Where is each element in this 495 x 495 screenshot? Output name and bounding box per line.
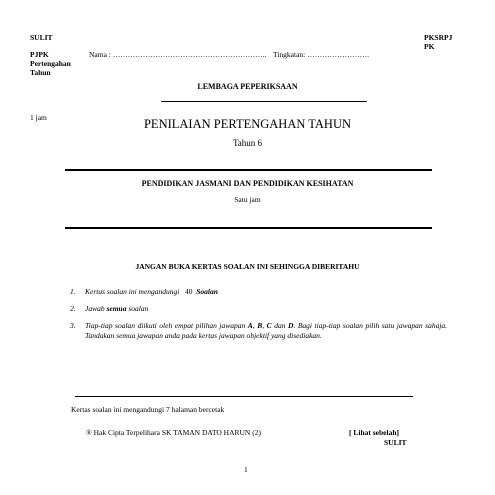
exam-title: PENILAIAN PERTENGAHAN TAHUN: [143, 117, 352, 131]
sulit-footer: SULIT: [384, 438, 407, 447]
divider-top: [65, 169, 432, 171]
footer-divider: [75, 396, 413, 397]
divider-short: [161, 101, 367, 102]
subject-code-line1: PJPK: [30, 50, 49, 59]
warning-text: JANGAN BUKA KERTAS SOALAN INI SEHINGGA DIBERITAHU: [135, 262, 360, 271]
instruction-text: Jawab semua soalan: [85, 304, 149, 313]
duration-left: 1 jam: [30, 113, 47, 122]
institution-name: LEMBAGA PEPERIKSAAN: [197, 82, 298, 91]
page-number: 1: [244, 465, 248, 474]
instruction-text: Tiap-tiap soalan diikuti oleh empat pilihan jawapan A, B, C dan D. Bagi tiap-tiap soalan pilih satu jawapan sahaja. Tandakan semua jawapan anda pada kertas jawapan objektif yang disediakan.: [85, 321, 448, 340]
instruction-number: 3.: [70, 321, 76, 330]
sulit-label: SULIT: [30, 33, 53, 42]
class-field[interactable]: Tingkatan: …………………….: [273, 50, 369, 59]
duration-label: Satu jam: [234, 195, 261, 204]
instruction-item: [70, 304, 450, 314]
instruction-item: [70, 321, 450, 351]
paper-code-line2: PK: [424, 42, 435, 51]
instruction-number: 2.: [70, 304, 76, 313]
instruction-number: 1.: [70, 287, 76, 296]
year-label: Tahun 6: [232, 138, 263, 148]
paper-code-line1: PKSRPJ: [424, 33, 453, 42]
instruction-text: Kertas soalan ini mengandungi 40 Soalan: [85, 287, 218, 296]
page-count-note: Kertas soalan ini mengandungi 7 halaman bercetak: [71, 405, 225, 414]
copyright-text: ® Hak Cipta Terpelihara SK TAMAN DATO HARUN (2): [86, 428, 261, 437]
name-field[interactable]: Nama : ……………………………………………………..: [89, 50, 267, 59]
divider-bottom: [65, 227, 432, 229]
subject-code-line2: Pertengahan: [30, 59, 71, 68]
instruction-item: [70, 287, 450, 297]
subject-code-line3: Tahun: [30, 68, 51, 77]
subject-title: PENDIDIKAN JASMANI DAN PENDIDIKAN KESIHATAN: [141, 179, 354, 188]
turn-over-label: [ Lihat sebelah]: [349, 428, 400, 437]
